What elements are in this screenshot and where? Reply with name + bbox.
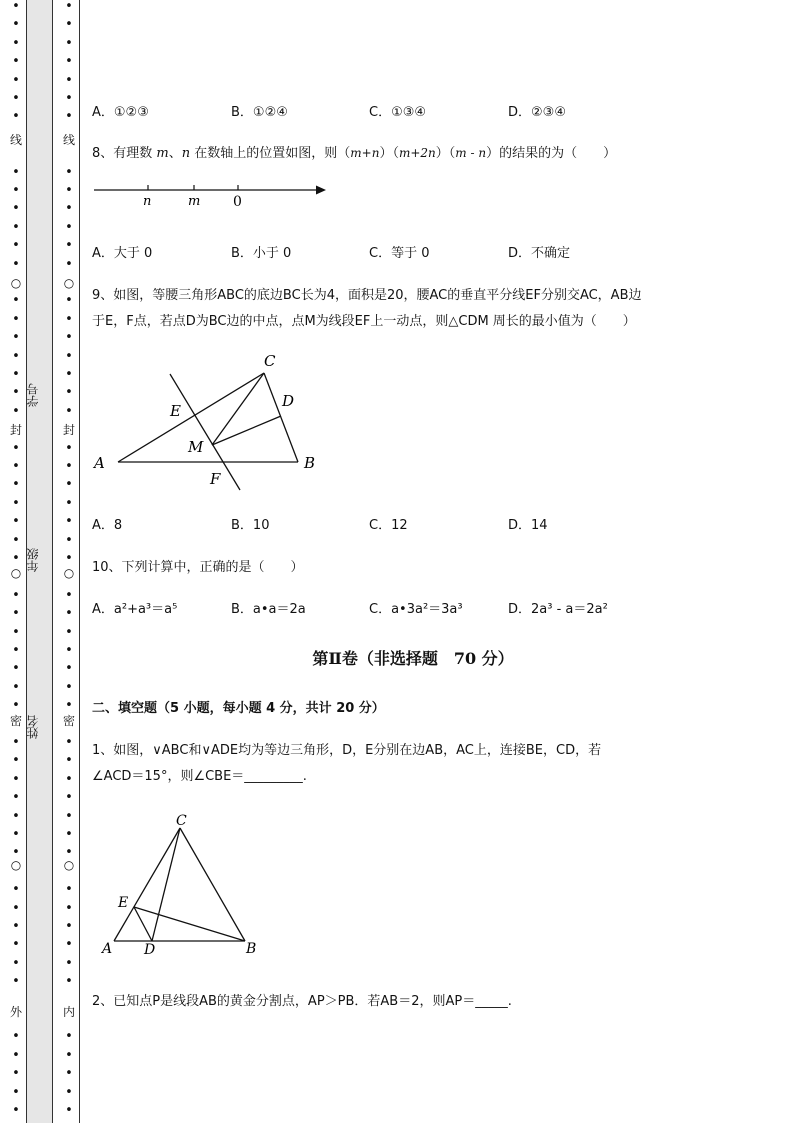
margin-label-feng-inner: 封 bbox=[62, 423, 75, 437]
f1-label-a: A bbox=[102, 941, 113, 957]
q10-stem: 10、下列计算中，正确的是（ ） bbox=[92, 560, 304, 575]
q9-label-m: M bbox=[188, 438, 204, 456]
q9-label-c: C bbox=[264, 352, 276, 370]
margin-dot: • bbox=[65, 1084, 73, 1100]
margin-dot: • bbox=[65, 1029, 73, 1045]
margin-dot: • bbox=[65, 164, 73, 180]
margin-label-mi: 密 bbox=[9, 714, 22, 728]
axis-label-zero: 0 bbox=[233, 194, 242, 210]
q9-label-b: B bbox=[304, 454, 316, 472]
part2-title: 第Ⅱ卷（非选择题 70 分） bbox=[312, 649, 514, 668]
margin-dot: • bbox=[65, 532, 73, 548]
margin-label-mi-inner: 密 bbox=[62, 714, 75, 728]
margin-dot: • bbox=[65, 17, 73, 33]
margin-dot: • bbox=[12, 330, 20, 346]
f1-label-d: D bbox=[144, 942, 156, 958]
margin-dot: • bbox=[65, 974, 73, 990]
margin-dot: • bbox=[12, 164, 20, 180]
q9-label-d: D bbox=[282, 392, 295, 410]
margin-dot: • bbox=[12, 661, 20, 677]
margin-dot: • bbox=[65, 459, 73, 474]
margin-dot: • bbox=[12, 109, 20, 125]
margin-dot: • bbox=[12, 551, 20, 566]
margin-dot: • bbox=[12, 955, 20, 971]
margin-label-nei-inner: 内 bbox=[62, 1005, 75, 1019]
margin-dot: • bbox=[12, 937, 20, 953]
margin-dot: • bbox=[65, 753, 73, 769]
margin-dot: • bbox=[65, 293, 73, 309]
margin-dot: • bbox=[12, 753, 20, 769]
margin-dot: • bbox=[12, 385, 20, 401]
margin-dot: • bbox=[65, 514, 73, 530]
margin-dot: • bbox=[12, 293, 20, 309]
margin-dot: • bbox=[12, 91, 20, 106]
margin-dot: • bbox=[12, 256, 20, 272]
margin-dot: • bbox=[65, 477, 73, 493]
q9-label-e: E bbox=[170, 402, 181, 420]
margin-dot: • bbox=[65, 698, 73, 714]
margin-dot: • bbox=[65, 900, 73, 916]
margin-dot: • bbox=[65, 311, 73, 327]
margin-circle: ○ bbox=[63, 276, 75, 290]
f1-stem-line1: 1、如图，∨ABC和∨ADE均为等边三角形，D，E分别在边AB，AC上，连接BE，CD，若 bbox=[92, 743, 602, 758]
margin-dot: • bbox=[65, 403, 73, 419]
band-label-student-id: 学号 bbox=[26, 383, 40, 407]
margin-dot: • bbox=[65, 771, 73, 787]
margin-dot: • bbox=[12, 459, 20, 474]
margin-dot: • bbox=[12, 17, 20, 33]
q9-option-a: A．8 bbox=[92, 518, 123, 533]
margin-dot: • bbox=[65, 827, 73, 842]
q9-option-d: D．14 bbox=[508, 518, 548, 533]
q9-option-c: C．12 bbox=[369, 518, 408, 533]
margin-dot: • bbox=[12, 201, 20, 217]
margin-dot: • bbox=[65, 109, 73, 125]
margin-dot: • bbox=[12, 0, 20, 14]
binding-line bbox=[79, 0, 80, 1123]
margin-dot: • bbox=[65, 679, 73, 695]
q8-option-c: C．等于 0 bbox=[369, 246, 430, 261]
margin-dot: • bbox=[12, 606, 20, 622]
q10-option-c: C．a•3a²＝3a³ bbox=[369, 602, 463, 617]
margin-dot: • bbox=[12, 882, 20, 898]
band-label-name: 姓名 bbox=[26, 715, 40, 739]
margin-dot: • bbox=[65, 587, 73, 603]
margin-dot: • bbox=[65, 219, 73, 235]
margin-dot: • bbox=[65, 790, 73, 806]
margin-dot: • bbox=[12, 845, 20, 861]
margin-dot: • bbox=[12, 808, 20, 824]
margin-label-xian: 线 bbox=[9, 133, 22, 147]
f1-figure bbox=[98, 810, 268, 960]
margin-dot: • bbox=[65, 808, 73, 824]
q8-option-a: A．大于 0 bbox=[92, 246, 153, 261]
margin-dot: • bbox=[65, 367, 73, 382]
q8-option-b: B．小于 0 bbox=[231, 246, 292, 261]
margin-dot: • bbox=[12, 1066, 20, 1082]
margin-dot: • bbox=[12, 238, 20, 254]
margin-dot: • bbox=[65, 35, 73, 51]
q7-option-c: C．①③④ bbox=[369, 105, 427, 120]
axis-label-m: m bbox=[188, 194, 201, 209]
margin-dot: • bbox=[65, 937, 73, 953]
margin-dot: • bbox=[12, 1029, 20, 1045]
margin-dot: • bbox=[12, 1047, 20, 1063]
q9-label-a: A bbox=[94, 454, 105, 472]
margin-dot: • bbox=[12, 698, 20, 714]
margin-dot: • bbox=[65, 72, 73, 88]
margin-circle: ○ bbox=[10, 566, 22, 580]
margin-dot: • bbox=[12, 403, 20, 419]
margin-circle: ○ bbox=[10, 276, 22, 290]
margin-dot: • bbox=[65, 201, 73, 217]
margin-dot: • bbox=[65, 551, 73, 566]
q7-option-a: A．①②③ bbox=[92, 105, 149, 120]
margin-circle: ○ bbox=[63, 858, 75, 872]
axis-label-n: n bbox=[143, 194, 152, 209]
margin-dot: • bbox=[12, 1084, 20, 1100]
margin-dot: • bbox=[65, 606, 73, 622]
margin-dot: • bbox=[12, 183, 20, 198]
margin-dot: • bbox=[12, 827, 20, 842]
margin-label-xian-inner: 线 bbox=[62, 133, 75, 147]
q9-figure bbox=[90, 348, 340, 494]
margin-dot: • bbox=[65, 624, 73, 640]
q8-number-line bbox=[90, 178, 340, 214]
margin-dot: • bbox=[12, 514, 20, 530]
margin-dot: • bbox=[65, 845, 73, 861]
margin-dot: • bbox=[12, 495, 20, 511]
q10-option-a: A．a²+a³＝a⁵ bbox=[92, 602, 178, 617]
margin-dot: • bbox=[65, 1066, 73, 1082]
q8-option-d: D．不确定 bbox=[508, 246, 571, 261]
q10-option-b: B．a•a＝2a bbox=[231, 602, 306, 617]
margin-dot: • bbox=[65, 735, 73, 750]
margin-dot: • bbox=[65, 91, 73, 106]
margin-dot: • bbox=[12, 532, 20, 548]
q7-option-b: B．①②④ bbox=[231, 105, 288, 120]
margin-dot: • bbox=[65, 385, 73, 401]
margin-dot: • bbox=[65, 183, 73, 198]
margin-dot: • bbox=[65, 643, 73, 658]
margin-dot: • bbox=[65, 955, 73, 971]
margin-dot: • bbox=[12, 900, 20, 916]
margin-dot: • bbox=[65, 661, 73, 677]
margin-dot: • bbox=[12, 624, 20, 640]
margin-dot: • bbox=[12, 348, 20, 364]
margin-dot: • bbox=[65, 348, 73, 364]
f2-stem: 2、已知点P是线段AB的黄金分割点，AP＞PB．若AB＝2，则AP＝_____. bbox=[92, 994, 512, 1009]
margin-dot: • bbox=[12, 1103, 20, 1118]
f1-label-e: E bbox=[118, 895, 129, 911]
margin-label-feng: 封 bbox=[9, 423, 22, 437]
f1-stem-line2: ∠ACD＝15°，则∠CBE＝_________. bbox=[92, 769, 307, 784]
margin-dot: • bbox=[65, 238, 73, 254]
margin-dots-right bbox=[59, 0, 79, 1123]
margin-dot: • bbox=[12, 72, 20, 88]
margin-dot: • bbox=[65, 882, 73, 898]
margin-dot: • bbox=[12, 219, 20, 235]
margin-dot: • bbox=[12, 367, 20, 382]
margin-dots-left bbox=[6, 0, 26, 1123]
margin-circle: ○ bbox=[63, 566, 75, 580]
margin-dot: • bbox=[12, 311, 20, 327]
margin-dot: • bbox=[65, 495, 73, 511]
margin-dot: • bbox=[12, 35, 20, 51]
margin-dot: • bbox=[12, 54, 20, 70]
margin-dot: • bbox=[12, 735, 20, 750]
margin-dot: • bbox=[65, 0, 73, 14]
margin-dot: • bbox=[12, 643, 20, 658]
margin-dot: • bbox=[12, 477, 20, 493]
q8-stem: 8、有理数 m、n 在数轴上的位置如图，则（m+n）（m+2n）（m - n）的结果的为（ ） bbox=[92, 146, 617, 161]
q9-label-f: F bbox=[210, 470, 221, 488]
margin-dot: • bbox=[12, 587, 20, 603]
margin-dot: • bbox=[12, 679, 20, 695]
margin-dot: • bbox=[12, 974, 20, 990]
margin-dot: • bbox=[65, 919, 73, 934]
q10-option-d: D．2a³ - a＝2a² bbox=[508, 602, 608, 617]
margin-label-wai: 外 bbox=[9, 1005, 22, 1019]
margin-dot: • bbox=[65, 330, 73, 346]
margin-dot: • bbox=[12, 440, 20, 456]
margin-circle: ○ bbox=[10, 858, 22, 872]
band-label-grade: 年级 bbox=[26, 548, 40, 572]
margin-dot: • bbox=[12, 771, 20, 787]
margin-dot: • bbox=[65, 1103, 73, 1118]
f1-label-c: C bbox=[176, 813, 187, 829]
margin-dot: • bbox=[12, 790, 20, 806]
margin-dot: • bbox=[65, 1047, 73, 1063]
q7-option-d: D．②③④ bbox=[508, 105, 566, 120]
q9-option-b: B．10 bbox=[231, 518, 270, 533]
margin-dot: • bbox=[65, 54, 73, 70]
margin-dot: • bbox=[12, 919, 20, 934]
q9-stem-line1: 9、如图，等腰三角形ABC的底边BC长为4，面积是20，腰AC的垂直平分线EF分别交AC，AB边 bbox=[92, 288, 642, 303]
section-fill-in-title: 二、填空题（5 小题，每小题 4 分，共计 20 分） bbox=[92, 701, 385, 716]
margin-dot: • bbox=[65, 256, 73, 272]
f1-label-b: B bbox=[246, 941, 257, 957]
margin-dot: • bbox=[65, 440, 73, 456]
q9-stem-line2: 于E，F点，若点D为BC边的中点，点M为线段EF上一动点，则△CDM 周长的最小值为（ ） bbox=[92, 314, 636, 329]
